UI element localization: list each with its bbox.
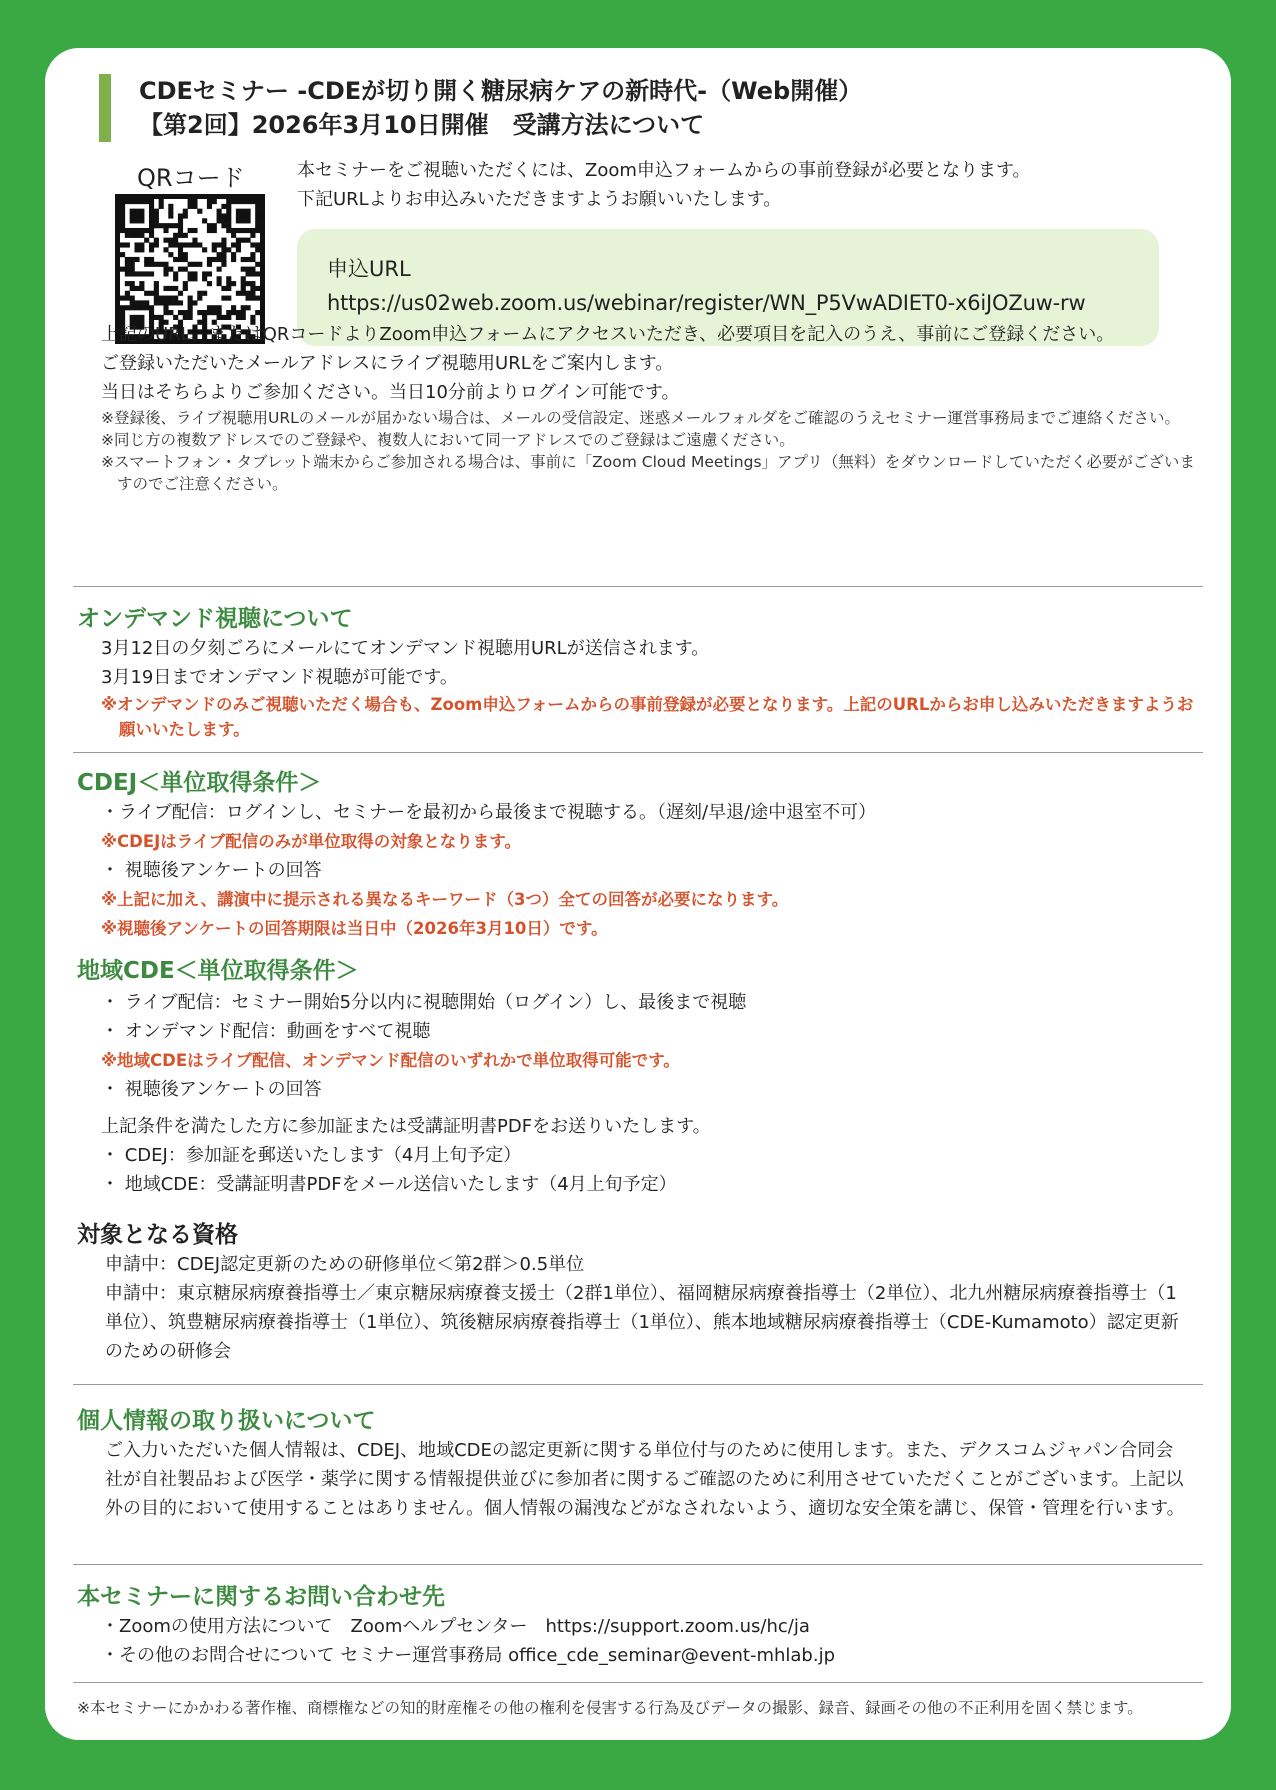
registration-note-3: ※スマートフォン・タブレット端末からご参加される場合は、事前に「Zoom Cloud Meetings」アプリ（無料）をダウンロードしていただく必要がございますのでご注意ください。 bbox=[101, 453, 1195, 493]
cdej-note-2: ※上記に加え、講演中に提示される異なるキーワード（3つ）全ての回答が必要になります。 bbox=[101, 890, 789, 909]
ondemand-note: ※オンデマンドのみご視聴いただく場合も、Zoom申込フォームからの事前登録が必要となります。上記のURLからお申し込みいただきますようお願いいたします。 bbox=[101, 695, 1194, 739]
contact-line-office[interactable]: ・その他のお問合せについて セミナー運営事務局 office_cde_seminar@event-mhlab.jp bbox=[101, 1645, 835, 1666]
eligibility-section bbox=[105, 1250, 1185, 1366]
copyright-notice: ※本セミナーにかかわる著作権、商標権などの知的財産権その他の権利を侵害する行為及びデータの撮影、録音、録画その他の不正利用を固く禁じます。 bbox=[77, 1699, 1143, 1717]
regional-note-1: ※地域CDEはライブ配信、オンデマンド配信のいずれかで単位取得可能です。 bbox=[101, 1051, 680, 1070]
registration-instructions bbox=[101, 320, 1201, 495]
content-card bbox=[45, 48, 1231, 1740]
cdej-item-1: ・ライブ配信：ログインし、セミナーを最初から最後まで視聴する。（遅刻/早退/途中退室不可） bbox=[101, 802, 877, 823]
qr-code-image bbox=[120, 199, 260, 339]
registration-line-1: 上記のURL、またはQRコードよりZoom申込フォームにアクセスいただき、必要項目を記入のうえ、事前にご登録ください。 bbox=[101, 324, 1115, 345]
registration-line-2: ご登録いただいたメールアドレスにライブ視聴用URLをご案内します。 bbox=[101, 353, 674, 374]
intro-text bbox=[297, 156, 1031, 214]
privacy-text: ご入力いただいた個人情報は、CDEJ、地域CDEの認定更新に関する単位付与のために使用します。また、デクスコムジャパン合同会社が自社製品および医学・薬学に関する情報提供並びに参加者に関するご確認のために利用させていただくことがございます。上記以外の目的において使用することはありません。個人情報の漏洩などがなされないよう、適切な安全策を講じ、保管・管理を行います。 bbox=[105, 1440, 1185, 1519]
intro-line-2: 下記URLよりお申込みいただきますようお願いいたします。 bbox=[297, 189, 782, 210]
regional-line-1: 上記条件を満たした方に参加証または受講証明書PDFをお送りいたします。 bbox=[101, 1116, 711, 1137]
eligibility-title: 対象となる資格 bbox=[77, 1222, 238, 1248]
regional-item-1: ・ ライブ配信：セミナー開始5分以内に視聴開始（ログイン）し、最後まで視聴 bbox=[101, 992, 747, 1013]
privacy-title: 個人情報の取り扱いについて bbox=[77, 1408, 376, 1434]
cdej-title: CDEJ＜単位取得条件＞ bbox=[77, 770, 322, 796]
url-box-title: 申込URL bbox=[327, 257, 411, 281]
divider bbox=[73, 1682, 1203, 1683]
intro-line-1: 本セミナーをご視聴いただくには、Zoom申込フォームからの事前登録が必要となります。 bbox=[297, 160, 1031, 181]
regional-item-4: ・ CDEJ：参加証を郵送いたします（4月上旬予定） bbox=[101, 1145, 522, 1166]
registration-note-1: ※登録後、ライブ視聴用URLのメールが届かない場合は、メールの受信設定、迷惑メールフォルダをご確認のうえセミナー運営事務局までご連絡ください。 bbox=[101, 409, 1180, 427]
ondemand-line-2: 3月19日までオンデマンド視聴が可能です。 bbox=[101, 667, 458, 688]
divider bbox=[73, 1384, 1203, 1385]
registration-line-3: 当日はそちらよりご参加ください。当日10分前よりログイン可能です。 bbox=[101, 382, 680, 403]
eligibility-line-1: 申請中：CDEJ認定更新のための研修単位＜第2群＞0.5単位 bbox=[105, 1254, 585, 1275]
registration-note-2: ※同じ方の複数アドレスでのご登録や、複数人において同一アドレスでのご登録はご遠慮ください。 bbox=[101, 431, 795, 449]
divider bbox=[73, 752, 1203, 753]
eligibility-line-2: 申請中：東京糖尿病療養指導士／東京糖尿病療養支援士（2群1単位）、福岡糖尿病療養指導士（2単位）、北九州糖尿病療養指導士（1単位）、筑豊糖尿病療養指導士（1単位）、筑後糖尿病療養指導士（1単位）、熊本地域糖尿病療養指導士（CDE-Kumamoto）認定更新のための研修会 bbox=[105, 1283, 1179, 1362]
regional-item-3: ・ 視聴後アンケートの回答 bbox=[101, 1079, 322, 1100]
cdej-item-2: ・ 視聴後アンケートの回答 bbox=[101, 860, 322, 881]
cdej-section bbox=[101, 798, 1201, 943]
ondemand-section bbox=[101, 634, 1201, 742]
regional-cde-section bbox=[101, 988, 1201, 1199]
registration-url-link[interactable]: https://us02web.zoom.us/webinar/register/WN_P5VwADIET0-x6iJOZuw-rw bbox=[327, 291, 1086, 315]
contact-section bbox=[101, 1612, 1201, 1670]
page-title bbox=[99, 74, 862, 142]
regional-item-2: ・ オンデマンド配信：動画をすべて視聴 bbox=[101, 1021, 431, 1042]
regional-item-5: ・ 地域CDE：受講証明書PDFをメール送信いたします（4月上旬予定） bbox=[101, 1174, 677, 1195]
qr-label: QRコード bbox=[137, 164, 245, 192]
contact-line-zoom[interactable]: ・Zoomの使用方法について Zoomヘルプセンター https://support.zoom.us/hc/ja bbox=[101, 1616, 810, 1637]
ondemand-title: オンデマンド視聴について bbox=[77, 606, 353, 632]
cdej-note-3: ※視聴後アンケートの回答期限は当日中（2026年3月10日）です。 bbox=[101, 919, 608, 938]
ondemand-line-1: 3月12日の夕刻ごろにメールにてオンデマンド視聴用URLが送信されます。 bbox=[101, 638, 710, 659]
divider bbox=[73, 1564, 1203, 1565]
regional-cde-title: 地域CDE＜単位取得条件＞ bbox=[77, 958, 359, 984]
cdej-note-1: ※CDEJはライブ配信のみが単位取得の対象となります。 bbox=[101, 832, 521, 851]
divider bbox=[73, 586, 1203, 587]
contact-title: 本セミナーに関するお問い合わせ先 bbox=[77, 1584, 445, 1610]
title-line-1: CDEセミナー -CDEが切り開く糖尿病ケアの新時代-（Web開催） bbox=[139, 77, 863, 105]
title-line-2: 【第2回】2026年3月10日開催 受講方法について bbox=[139, 111, 705, 139]
